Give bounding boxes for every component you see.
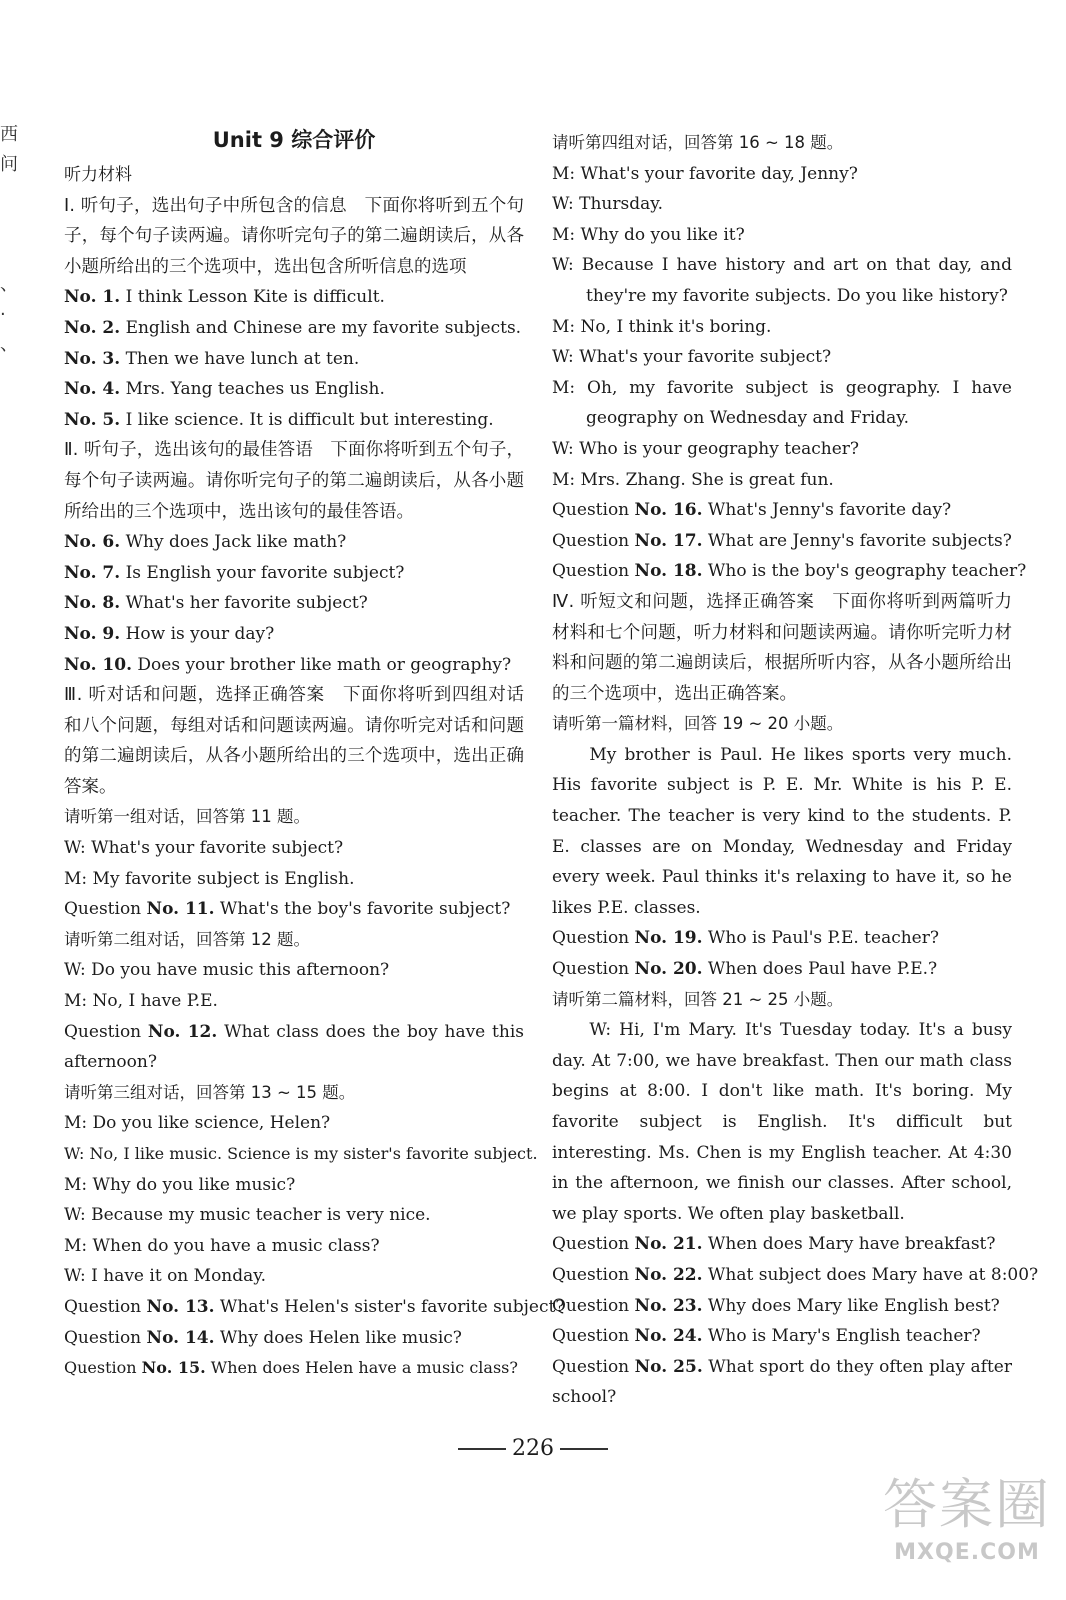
dialogue-line: W: Because I have history and art on that day, and they're my favorite subjects. Do you like history? [552,255,1012,306]
dialogue-line: M: No, I have P.E. [64,991,218,1012]
question-line: Question No. 22. What subject does Mary have at 8:00? [552,1264,1039,1285]
question-line: Question No. 19. Who is Paul's P.E. teacher? [552,928,939,949]
list-item: No. 9. How is your day? [64,623,275,644]
question-line: Question No. 21. When does Mary have breakfast? [552,1234,996,1255]
list-item: No. 3. Then we have lunch at ten. [64,348,360,369]
dialogue-line: M: Why do you like it? [552,224,745,245]
dialogue-line: W: Do you have music this afternoon? [64,960,390,981]
watermark-mark: 答案圈 [883,1473,1051,1536]
question-line: Question No. 12. What class does the boy have this afternoon? [64,1021,524,1073]
dialogue-line: W: What's your favorite subject? [552,347,832,368]
dialogue-line: M: No, I think it's boring. [552,316,772,337]
section-heading: 听力材料 [64,165,132,185]
list-item: No. 7. Is English your favorite subject? [64,562,405,583]
passage-2: W: Hi, I'm Mary. It's Tuesday today. It's a busy day. At 7:00, we have breakfast. Then our math class begins at 8:00. I don't like math. It's boring. My favorite subject is English. It's difficult but interesting. Ms. Chen is my English teacher. At 4:30 in the afternoon, we finish our classes. After school, we play sports. We often play basketball. [552,1020,1012,1224]
page-title: Unit 9 综合评价 [212,128,376,152]
edge-char: · [0,304,6,325]
question-line: Question No. 20. When does Paul have P.E.? [552,959,938,980]
list-item: No. 6. Why does Jack like math? [64,532,347,553]
question-line: Question No. 11. What's the boy's favorite subject? [64,899,511,920]
passage-prompt: 请听第二篇材料，回答 21 ~ 25 小题。 [552,989,844,1009]
edge-char: 、 [0,274,18,295]
dialogue-line: M: What's your favorite day, Jenny? [552,163,858,184]
dialogue-line: W: What's your favorite subject? [64,838,344,859]
dialogue-line: M: Why do you like music? [64,1174,296,1195]
question-line: Question No. 16. What's Jenny's favorite day? [552,500,952,521]
section-1-instructions: Ⅰ. 听句子，选出句子中所包含的信息 下面你将听到五个句子，每个句子读两遍。请你听完句子的第二遍朗读后，从各小题所给出的三个选项中，选出包含所听信息的选项 [64,195,524,277]
passage-prompt: 请听第一篇材料，回答 19 ~ 20 小题。 [552,714,844,734]
dialogue-line: M: Mrs. Zhang. She is great fun. [552,469,834,490]
question-line: Question No. 14. Why does Helen like music? [64,1327,462,1348]
dialogue-line: W: I have it on Monday. [64,1266,267,1287]
dialogue-prompt: 请听第二组对话，回答第 12 题。 [64,929,310,949]
list-item: No. 5. I like science. It is difficult but interesting. [64,409,494,430]
dialogue-line: W: No, I like music. Science is my sister's favorite subject. [64,1144,538,1163]
question-line: Question No. 24. Who is Mary's English teacher? [552,1326,981,1347]
list-item: No. 8. What's her favorite subject? [64,593,368,614]
dialogue-prompt: 请听第四组对话，回答第 16 ~ 18 题。 [552,133,844,152]
list-item: No. 2. English and Chinese are my favorite subjects. [64,317,522,338]
dialogue-prompt: 请听第一组对话，回答第 11 题。 [64,807,310,827]
question-line: Question No. 15. When does Helen have a music class? [64,1358,518,1378]
list-item: No. 10. Does your brother like math or geography? [64,654,512,675]
edge-char: 问 [0,154,18,175]
dialogue-line: W: Who is your geography teacher? [552,438,860,459]
list-item: No. 1. I think Lesson Kite is difficult. [64,287,385,308]
right-column [552,128,1039,1413]
question-line: Question No. 13. What's Helen's sister's favorite subject? [64,1296,565,1317]
passage-1: My brother is Paul. He likes sports very much. His favorite subject is P. E. Mr. White is his P. E. teacher. The teacher is very kind to the students. P. E. classes are on Monday, Wednesday and Friday every week. Paul thinks it's relaxing to have it, so he likes P.E. classes. [552,744,1012,918]
dialogue-line: M: When do you have a music class? [64,1235,380,1256]
section-2-instructions: Ⅱ. 听句子，选出该句的最佳答语 下面你将听到五个句子，每个句子读两遍。请你听完句子的第二遍朗读后，从各小题所给出的三个选项中，选出该句的最佳答语。 [64,440,524,522]
watermark-logo [882,1470,1052,1580]
left-edge-fragments [0,120,18,360]
dialogue-line: M: Oh, my favorite subject is geography. I have geography on Wednesday and Friday. [552,377,1012,429]
page-number-dash-right [560,1448,608,1450]
list-item: No. 4. Mrs. Yang teaches us English. [64,379,385,400]
dialogue-prompt: 请听第三组对话，回答第 13 ~ 15 题。 [64,1082,356,1102]
page-number-text: 226 [512,1436,554,1461]
question-line: Question No. 25. What sport do they often play after school? [552,1356,1012,1408]
watermark-url: MXQE.COM [894,1540,1040,1565]
page-number-dash-left [458,1448,506,1450]
dialogue-line: W: Thursday. [552,194,663,215]
section-3-instructions: Ⅲ. 听对话和问题，选择正确答案 下面你将听到四组对话和八个问题，每组对话和问题读两遍。请你听完对话和问题的第二遍朗读后，从各小题所给出的三个选项中，选出正确答案。 [64,685,524,797]
dialogue-line: M: Do you like science, Helen? [64,1113,331,1134]
page-number [0,1436,1066,1461]
question-line: Question No. 23. Why does Mary like English best? [552,1295,1000,1316]
question-line: Question No. 17. What are Jenny's favorite subjects? [552,530,1012,551]
edge-char: 、 [0,334,18,355]
edge-char: 西 [0,124,18,145]
section-4-instructions: Ⅳ. 听短文和问题，选择正确答案 下面你将听到两篇听力材料和七个问题，听力材料和问题读两遍。请你听完听力材料和问题的第二遍朗读后，根据所听内容，从各小题所给出的三个选项中，选出正确答案。 [552,591,1012,704]
dialogue-line: W: Because my music teacher is very nice. [64,1205,431,1226]
dialogue-line: M: My favorite subject is English. [64,868,355,889]
question-line: Question No. 18. Who is the boy's geography teacher? [552,561,1027,582]
left-column [64,120,565,1384]
